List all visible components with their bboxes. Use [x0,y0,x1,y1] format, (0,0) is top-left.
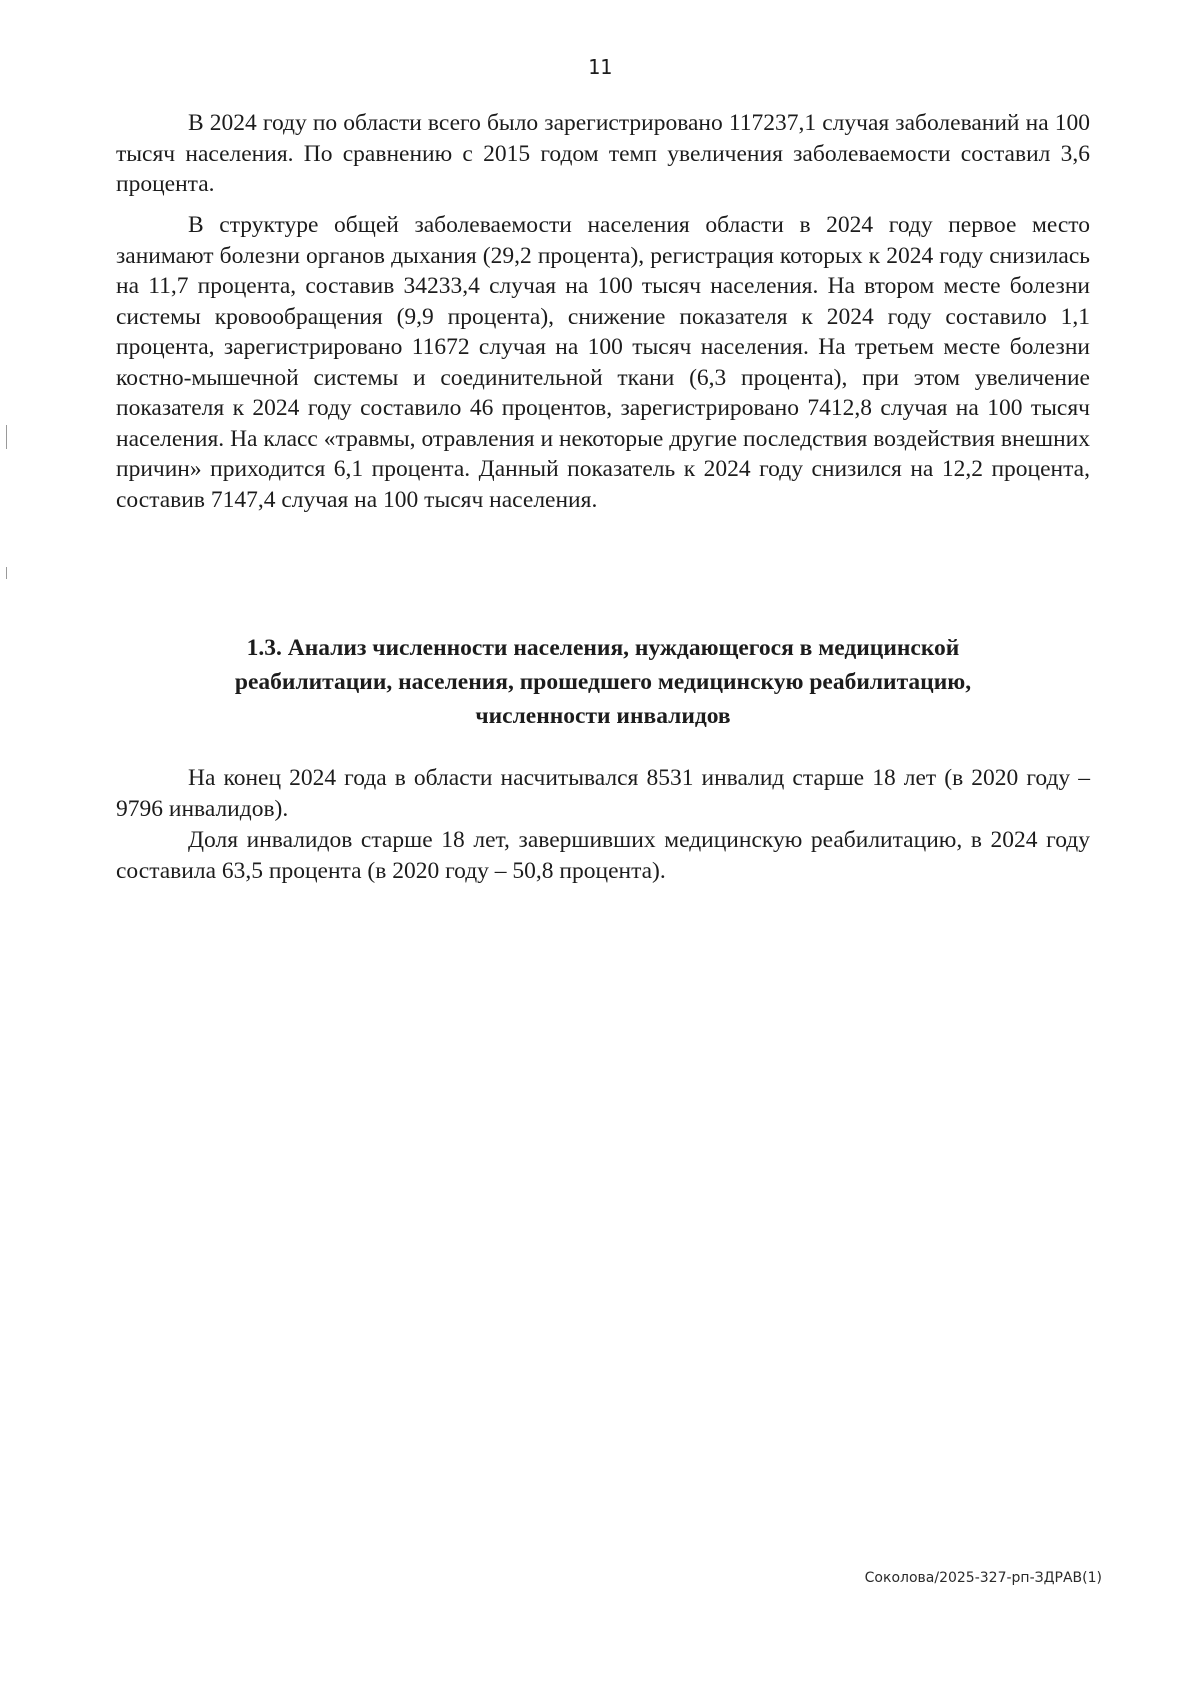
section-heading-line: численности инвалидов [475,703,731,729]
section-heading-line: реабилитации, населения, прошедшего медицинскую реабилитацию, [234,669,972,695]
scan-artifact-line [6,425,7,449]
paragraph-disabled-count: На конец 2024 года в области насчитывался 8531 инвалид старше 18 лет (в 2020 году – 9796 инвалидов). [116,765,1090,822]
scan-artifact-line [6,567,7,579]
paragraph-morbidity-structure: В структуре общей заболеваемости населения области в 2024 году первое место занимают болезни органов дыхания (29,2 процента), регистрация которых к 2024 году снизилась на 11,7 процента, составив 34233,4 случая на 100 тысяч населения. На втором месте болезни системы кровообращения (9,9 процента), снижение показателя к 2024 году составило 1,1 процента, зарегистрировано 11672 случая на 100 тысяч населения. На третьем месте болезни костно-мышечной системы и соединительной ткани (6,3 процента), при этом увеличение показателя к 2024 году составило 46 процентов, зарегистрировано 7412,8 случая на 100 тысяч населения. На класс «травмы, отравления и некоторые другие последствия воздействия внешних причин» приходится 6,1 процента. Данный показатель к 2024 году снизился на 12,2 процента, составив 7147,4 случая на 100 тысяч населения. [116,212,1090,513]
section-heading-line: 1.3. Анализ численности населения, нуждающегося в медицинской [246,635,960,661]
paragraph-disabled-rehabilitation: Доля инвалидов старше 18 лет, завершивших медицинскую реабилитацию, в 2024 году составила 63,5 процента (в 2020 году – 50,8 процента). [116,827,1090,884]
document-code: Соколова/2025-327-рп-ЗДРАВ(1) [864,1570,1102,1586]
section-heading [150,631,1056,733]
page-number: 11 [587,55,613,79]
paragraph-morbidity-total: В 2024 году по области всего было зарегистрировано 117237,1 случая заболеваний на 100 тысяч населения. По сравнению с 2015 годом темп увеличения заболеваемости составил 3,6 процента. [116,110,1090,197]
